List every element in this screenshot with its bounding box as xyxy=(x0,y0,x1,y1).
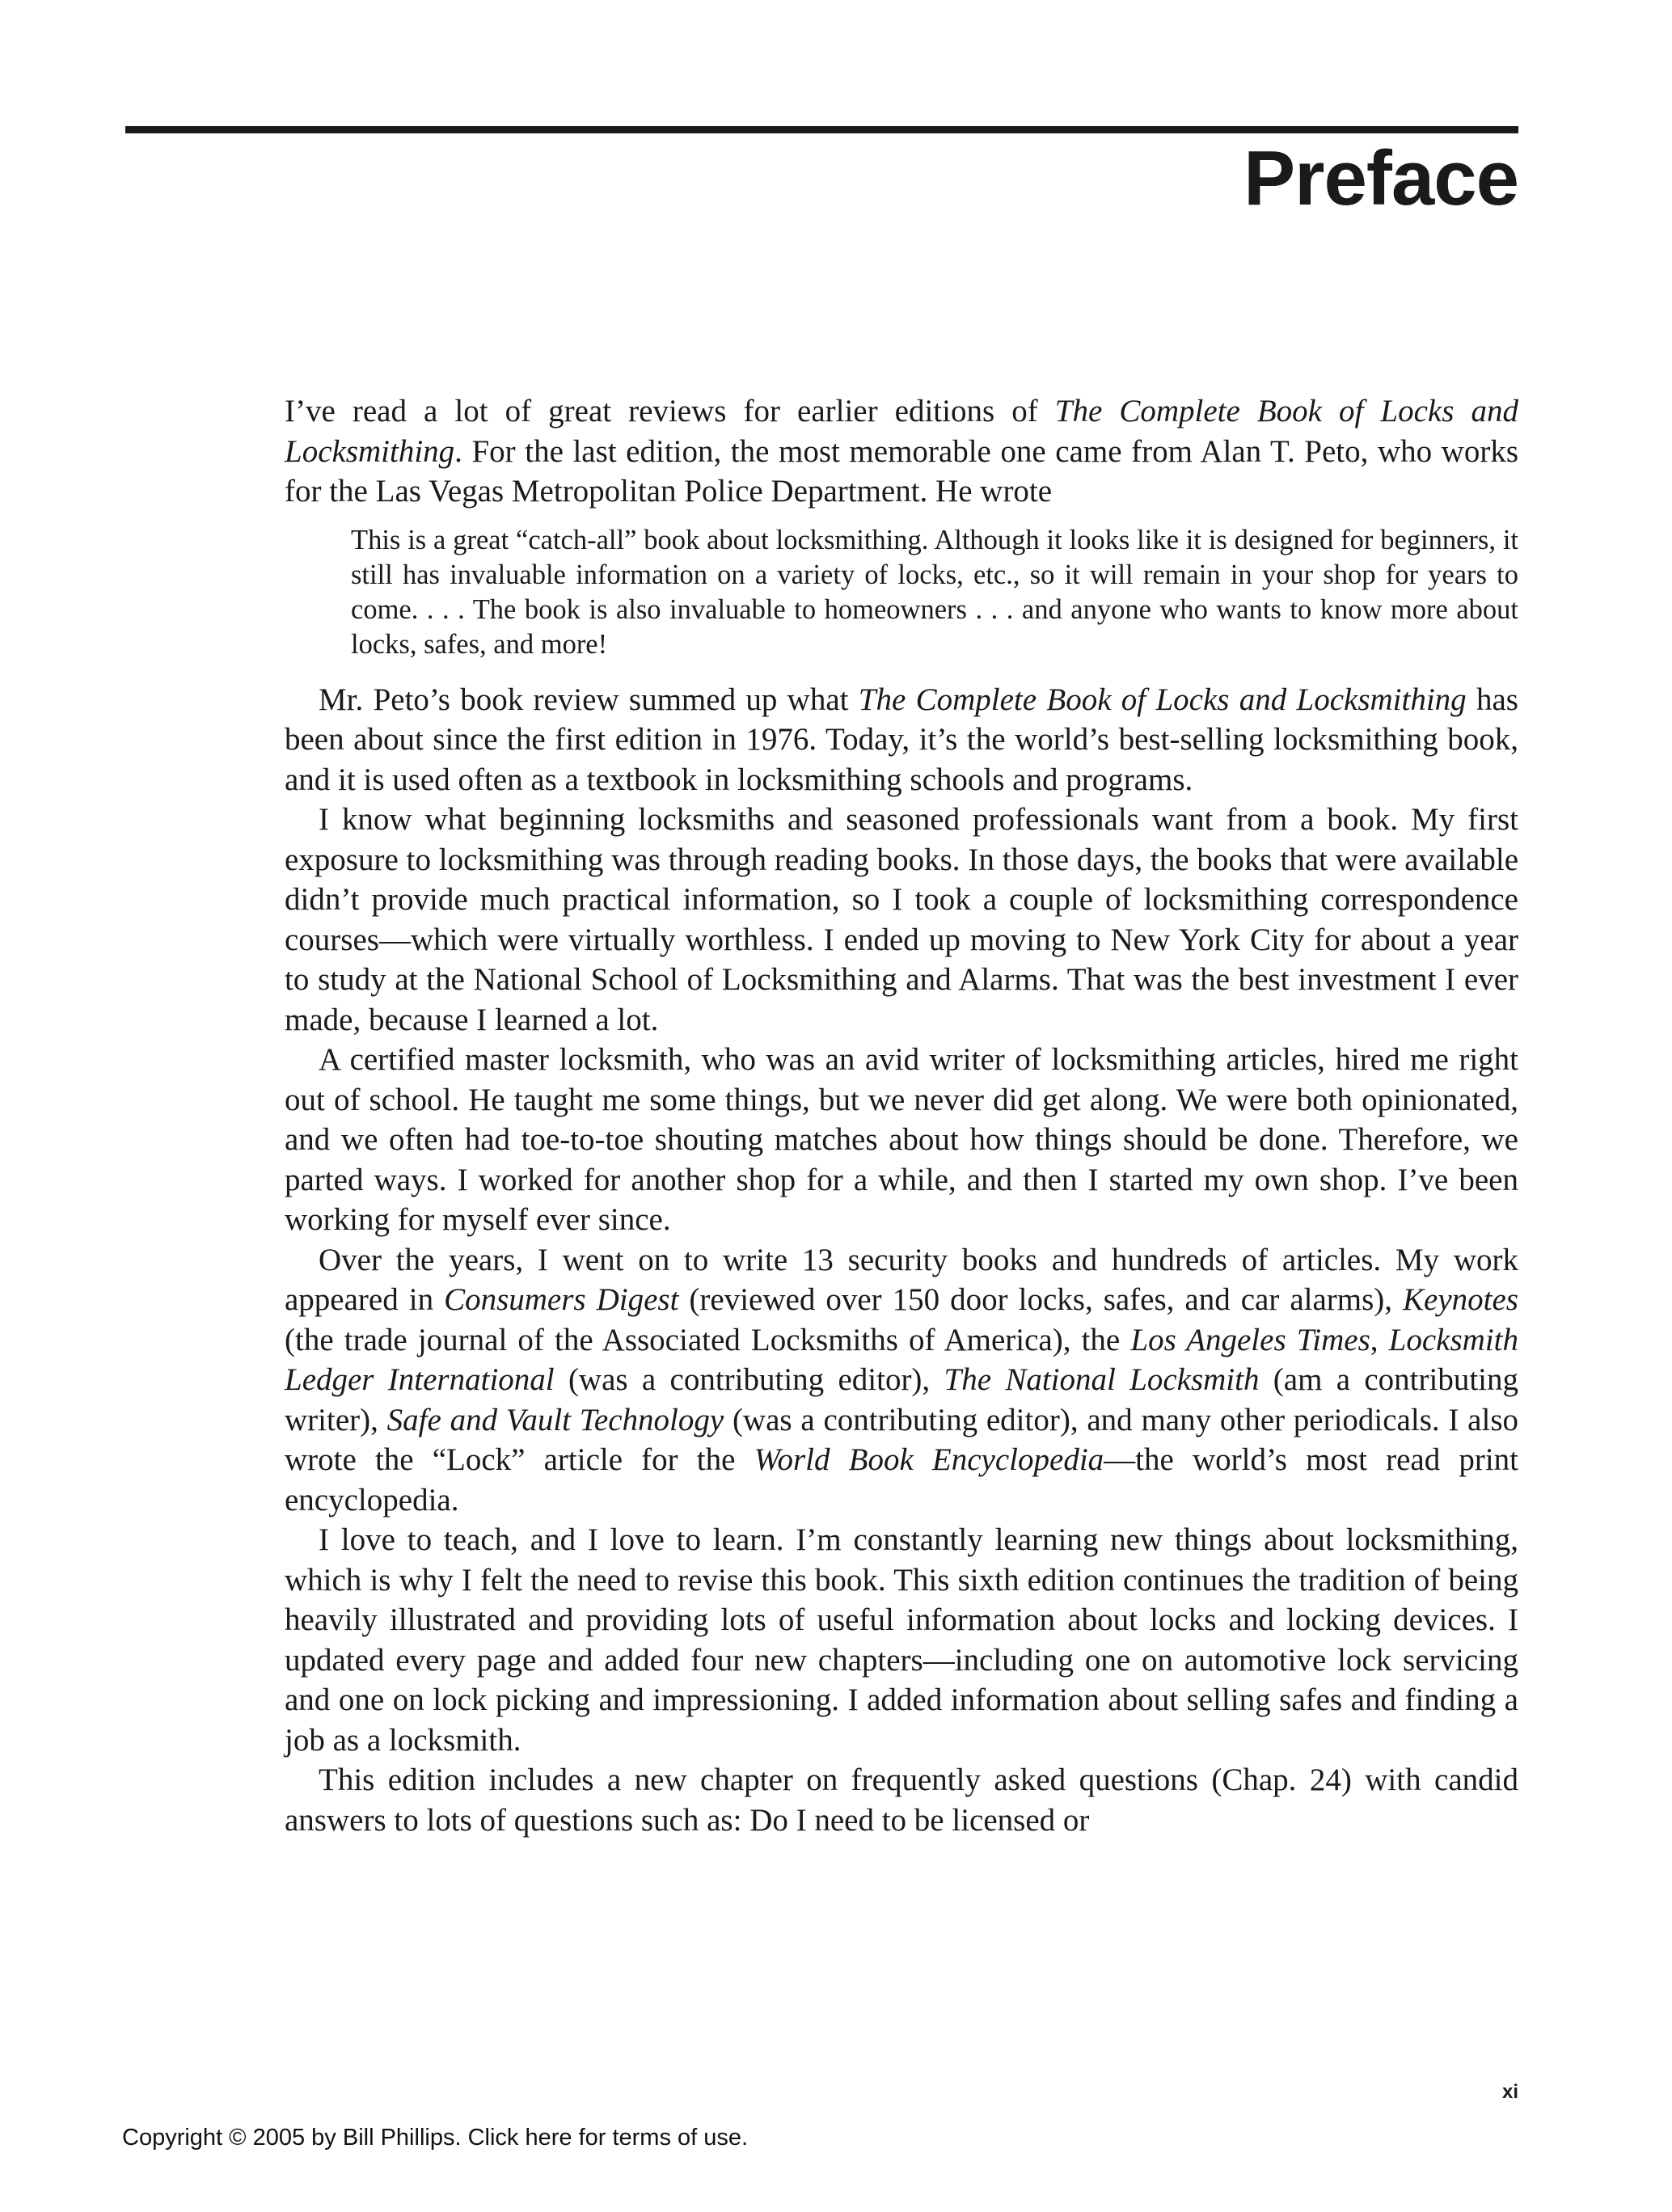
text-run: (reviewed over 150 door locks, safes, and car alarms), xyxy=(678,1282,1404,1317)
text-run: I know what beginning locksmiths and seasoned professionals want from a book. My first exposure to locksmithing was through reading books. In those days, the books that were available didn’t provide much practical information, so I took a couple of locksmithing correspondence courses—which were virtually worthless. I ended up moving to New York City for about a year to study at the National School of Locksmithing and Alarms. That was the best investment I ever made, because I learned a lot. xyxy=(285,802,1518,1037)
text-run: Over the years, I went on to write 13 security books and hundreds of articles. My work appeared in xyxy=(285,1242,1518,1317)
text-run: (the trade journal of the Associated Locksmiths of America), the xyxy=(285,1322,1131,1357)
paragraph-beginnings xyxy=(285,800,1518,1040)
text-run: (was a contributing editor), and many other periodicals. I also wrote the “Lock” article for the xyxy=(285,1402,1518,1477)
paragraph-sixth-edition xyxy=(285,1520,1518,1760)
text-run: , xyxy=(1370,1322,1389,1357)
paragraph-review-summary xyxy=(285,680,1518,800)
page-title: Preface xyxy=(1243,135,1518,222)
paragraph-publications xyxy=(285,1240,1518,1521)
text-run: I’ve read a lot of great reviews for earlier editions of xyxy=(285,394,1055,428)
copyright-text: Copyright © 2005 by Bill Phillips. xyxy=(122,2125,468,2151)
text-run: This edition includes a new chapter on frequently asked questions (Chap. 24) with candid answers to lots of questions such as: Do I need to be licensed or xyxy=(285,1762,1518,1838)
terms-of-use-link[interactable]: Click here for terms of use. xyxy=(467,2125,749,2151)
text-run: This is a great “catch-all” book about locksmithing. Although it looks like it is designed for beginners, it still has invaluable information on a variety of locks, etc., so it will remain in your shop for years to come. . . . The book is also invaluable to homeowners . . . and anyone who wants to know more about locks, safes, and more! xyxy=(351,524,1518,660)
text-run: —the world’s most read print encyclopedia. xyxy=(285,1442,1518,1518)
paragraph-intro xyxy=(285,391,1518,512)
italic-title-text: World Book Encyclopedia xyxy=(754,1442,1104,1477)
text-run: A certified master locksmith, who was an avid writer of locksmithing articles, hired me right out of school. He taught me some things, but we never did get along. We were both opinionated, and we often had toe-to-toe shouting matches about how things should be done. Therefore, we parted ways. I worked for another shop for a while, and then I started my own shop. I’ve been working for myself ever since. xyxy=(285,1042,1518,1237)
italic-title-text: Consumers Digest xyxy=(444,1282,679,1317)
body-text xyxy=(285,391,1518,1840)
paragraph-faq-chapter xyxy=(285,1760,1518,1840)
italic-title-text: Los Angeles Times xyxy=(1130,1322,1370,1357)
paragraph-master-locksmith xyxy=(285,1040,1518,1240)
italic-title-text: Safe and Vault Technology xyxy=(386,1402,724,1437)
copyright-notice xyxy=(122,2125,748,2151)
text-run: Mr. Peto’s book review summed up what xyxy=(319,682,859,717)
page-number: xi xyxy=(1501,2081,1518,2103)
text-run: (was a contributing editor), xyxy=(554,1362,944,1397)
text-run: . For the last edition, the most memorable one came from Alan T. Peto, who works for the Las Vegas Metropolitan Police Department. He wrote xyxy=(285,433,1518,509)
block-quote xyxy=(351,523,1518,662)
italic-title-text: The National Locksmith xyxy=(944,1362,1260,1397)
italic-title-text: Locksmith Ledger International xyxy=(285,1322,1518,1397)
header-rule xyxy=(125,126,1518,133)
italic-title-text: Keynotes xyxy=(1403,1282,1518,1317)
text-run: (am a contributing writer), xyxy=(285,1362,1519,1437)
text-run: has been about since the first edition in 1976. Today, it’s the world’s best-selling locksmithing book, and it is used often as a textbook in locksmithing schools and programs. xyxy=(285,682,1518,797)
italic-title-text: The Complete Book of Locks and Locksmithing xyxy=(858,682,1467,717)
italic-title-text: The Complete Book of Locks and Locksmithing xyxy=(285,394,1518,469)
text-run: I love to teach, and I love to learn. I’m constantly learning new things about locksmithing, which is why I felt the need to revise this book. This sixth edition continues the tradition of being heavily illustrated and providing lots of useful information about locks and locking devices. I updated every page and added four new chapters—including one on automotive lock servicing and one on lock picking and impressioning. I added information about selling safes and finding a job as a locksmith. xyxy=(285,1522,1518,1758)
